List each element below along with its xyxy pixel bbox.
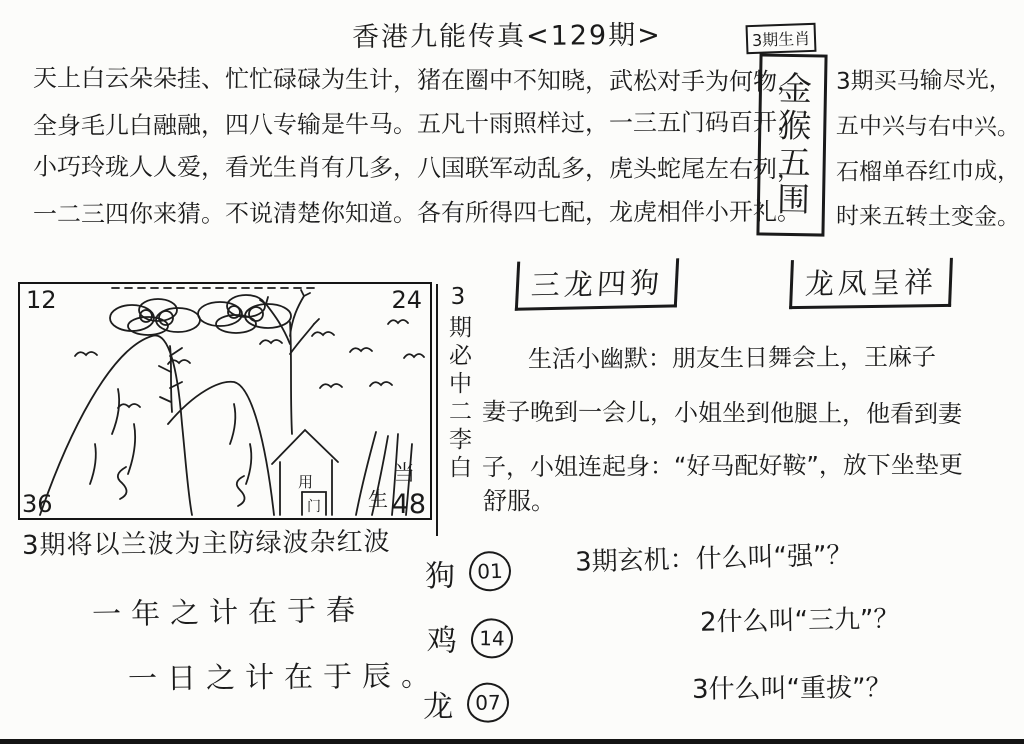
small-tree-icon [159, 346, 182, 412]
poem-line-2: 全身毛儿白融融，四八专输是牛马。五凡十雨照样过，一三五门码百开， [32, 107, 802, 141]
corner-number-24: 24 [391, 286, 422, 314]
proverb-line-2: 一日之计在于辰。 [127, 658, 441, 696]
zodiac-animal: 鸡 [426, 623, 458, 659]
birds-icon [75, 320, 424, 408]
right-poem-line-4: 时来五转土变金。 [835, 203, 1021, 231]
house-window-char: 用 [298, 473, 314, 491]
right-poem-line-3: 石榴单吞红巾成， [835, 158, 1021, 186]
corner-number-48: 48 [391, 489, 426, 520]
vertical-note: 3期必中二李白 [436, 284, 475, 536]
mystery-question-2: 2什么叫“三九”？ [699, 604, 900, 638]
corner-number-36: 36 [22, 490, 53, 518]
landscape-drawing-frame [18, 282, 432, 520]
scan-edge-bar [0, 739, 1024, 744]
zodiac-box-body: 金猴五围 [756, 53, 827, 236]
circled-number: 07 [467, 682, 510, 723]
circled-number: 01 [468, 551, 511, 592]
field-char-1: 当 [394, 461, 415, 485]
cloud-icon [110, 299, 200, 335]
zodiac-animal: 龙 [422, 689, 454, 725]
joke-line-3: 子，小姐连起身：“好马配好鞍”，放下坐垫更 [481, 450, 963, 482]
section-header-three-dragons-four-dogs: 三龙四狗 [515, 258, 679, 310]
cloud-icon [198, 295, 291, 333]
zodiac-box [746, 24, 838, 236]
poem-line-1: 天上白云朵朵挂、忙忙碌碌为生计，猪在圈中不知晓，武松对手为何物， [32, 63, 802, 97]
page-title: 香港九能传真<129期> [351, 19, 662, 54]
circled-number: 14 [471, 618, 514, 659]
joke-line-2: 妻子晚到一会儿，小姐坐到他腿上，他看到妻 [481, 397, 963, 429]
poem-line-3: 小巧玲珑人人爱，看光生肖有几多，八国联军动乱多，虎头蛇尾左右列， [32, 152, 802, 184]
zodiac-pick-rooster [427, 615, 514, 660]
mystery-question-3: 3什么叫“重拔”？ [691, 673, 892, 705]
right-poem-line-1: 3期买马输尽光， [835, 67, 1012, 95]
landscape-sketch [20, 284, 429, 517]
field-char-2: 生 [368, 487, 388, 511]
mountains-sketch [40, 335, 274, 515]
section-header-dragon-phoenix: 龙凤呈祥 [789, 258, 953, 309]
poem-line-4: 一二三四你来猜。不说清楚你知道。各有所得四七配，龙虎相伴小开礼。 [32, 197, 802, 229]
corner-number-12: 12 [26, 286, 57, 314]
proverb-line-1: 一年之计在于春 [91, 592, 366, 632]
joke-line-4: 舒服。 [483, 487, 555, 515]
zodiac-pick-dog [424, 549, 511, 596]
zodiac-animal: 狗 [424, 558, 456, 595]
joke-line-1: 生活小幽默：朋友生日舞会上，王麻子 [527, 342, 937, 374]
mystery-question-1: 3期玄机：什么叫“强”？ [574, 540, 853, 578]
house-door-char: 门 [307, 499, 321, 515]
zodiac-box-header: 3期生肖 [746, 23, 817, 54]
right-poem-line-2: 五中兴与右中兴。 [835, 113, 1021, 141]
wave-prediction-line: 3期将以兰波为主防绿波杂红波 [21, 527, 391, 561]
zodiac-pick-dragon [423, 680, 510, 725]
